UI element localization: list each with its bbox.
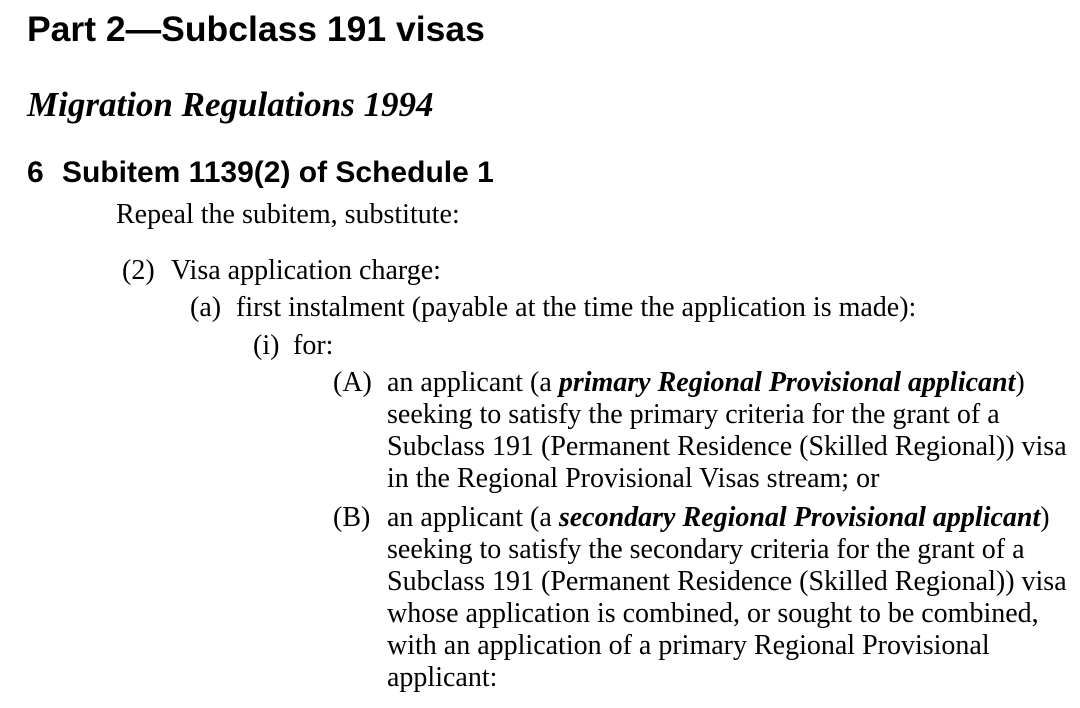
item-heading [27, 156, 494, 190]
paragraph-label: (a) [190, 292, 222, 323]
clause-first-line [387, 367, 1067, 399]
clause-line: in the Regional Provisional Visas stream; or [387, 463, 880, 494]
clause-label: (A) [333, 367, 372, 398]
clause-line: whose application is combined, or sought to be combined, [387, 598, 1039, 629]
defined-term: secondary Regional Provisional applicant [558, 502, 1041, 533]
clause-line: with an application of a primary Regional Provisional [387, 630, 990, 661]
subparagraph-label: (i) [253, 330, 280, 361]
clause-line: seeking to satisfy the primary criteria for the grant of a [387, 399, 1000, 430]
clause-line: Subclass 191 (Permanent Residence (Skilled Regional)) visa [387, 566, 1067, 597]
act-title: Migration Regulations 1994 [27, 85, 434, 124]
clause-first-line [387, 502, 1067, 534]
clause-lead-close: ) [1040, 502, 1050, 533]
subparagraph-text: for: [293, 330, 334, 361]
clause-line: Subclass 191 (Permanent Residence (Skilled Regional)) visa [387, 431, 1067, 462]
subparagraph [0, 330, 1080, 362]
subitem [0, 255, 1080, 287]
item-number: 6 [27, 156, 44, 189]
clause-line: seeking to satisfy the secondary criteria for the grant of a [387, 534, 1025, 565]
clause-text [387, 502, 1067, 694]
amending-instruction: Repeal the subitem, substitute: [116, 199, 460, 230]
subitem-label: (2) [122, 255, 155, 286]
clause-label: (B) [333, 502, 371, 533]
paragraph [0, 292, 1080, 324]
subitem-text: Visa application charge: [171, 255, 441, 286]
clause-line: applicant: [387, 662, 498, 693]
paragraph-text: first instalment (payable at the time the application is made): [236, 292, 917, 323]
clause-text [387, 367, 1067, 495]
part-heading: Part 2—Subclass 191 visas [27, 9, 485, 49]
clause-lead: an applicant (a [387, 502, 559, 533]
defined-term: primary Regional Provisional applicant [558, 367, 1016, 398]
clause-lead: an applicant (a [387, 367, 559, 398]
item-title: Subitem 1139(2) of Schedule 1 [62, 156, 494, 189]
clause-lead-close: ) [1015, 367, 1025, 398]
